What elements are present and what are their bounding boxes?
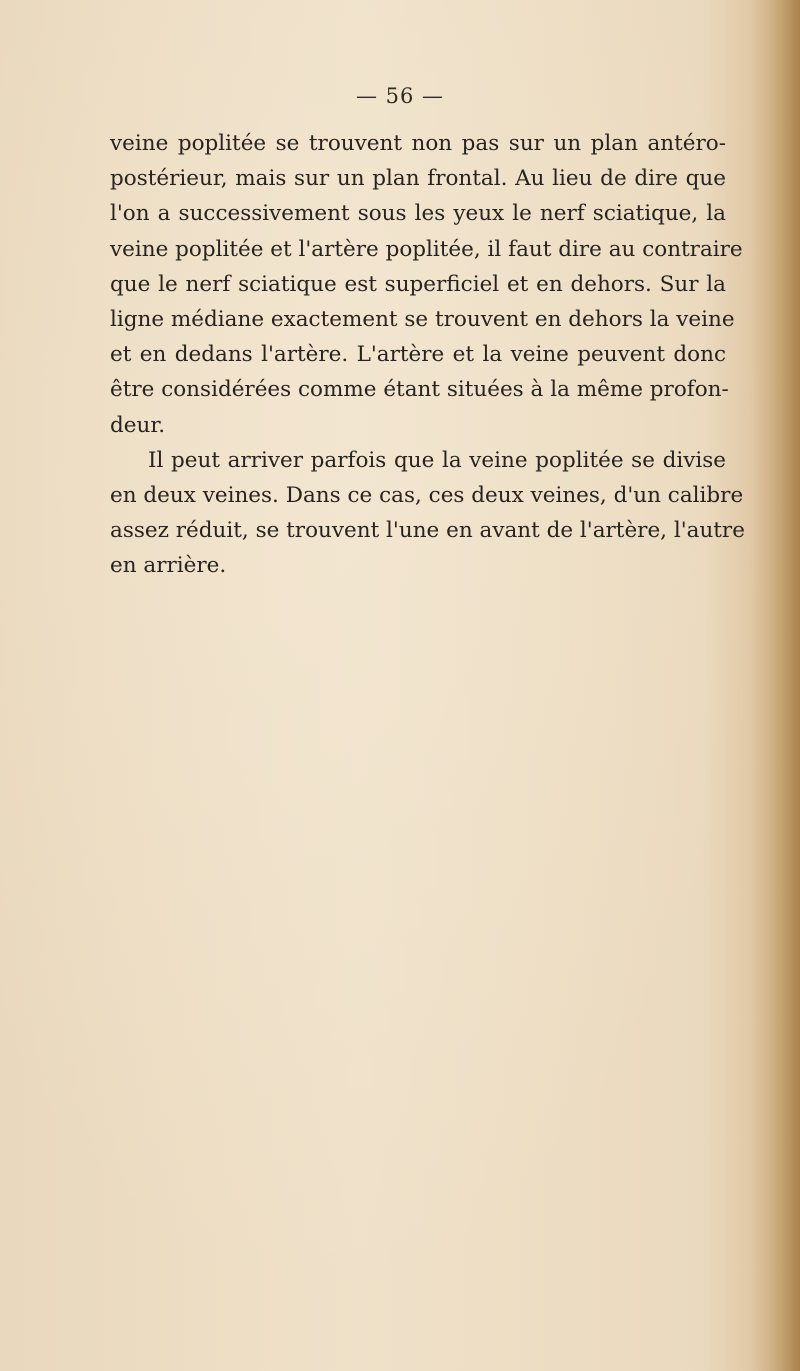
paragraph [110, 126, 743, 443]
text-line: postérieur, mais sur un plan frontal. Au lieu de dire que [110, 166, 726, 192]
text-line: être considérées comme étant situées à la même profon- [110, 377, 729, 403]
text-line: Il peut arriver parfois que la veine poplitée se divise [148, 447, 726, 473]
text-line: veine poplitée se trouvent non pas sur un plan antéro- [110, 131, 726, 156]
body-text [110, 126, 745, 584]
text-line: l'on a successivement sous les yeux le nerf sciatique, la [110, 201, 726, 227]
text-line: assez réduit, se trouvent l'une en avant de l'artère, l'autre [110, 518, 745, 544]
text-line: veine poplitée et l'artère poplitée, il faut dire au contraire [110, 236, 743, 262]
page-edge-shadow [752, 0, 800, 1371]
text-line: en deux veines. Dans ce cas, ces deux veines, d'un calibre [110, 483, 744, 509]
text-line: que le nerf sciatique est superficiel et en dehors. Sur la [110, 271, 726, 297]
text-line: et en dedans l'artère. L'artère et la veine peuvent donc [110, 342, 726, 368]
text-line: deur. [110, 412, 166, 438]
text-line: en arrière. [110, 553, 227, 579]
paragraph [110, 443, 745, 584]
text-line: ligne médiane exactement se trouvent en dehors la veine [110, 307, 735, 333]
page-number: — 56 — [355, 84, 445, 108]
